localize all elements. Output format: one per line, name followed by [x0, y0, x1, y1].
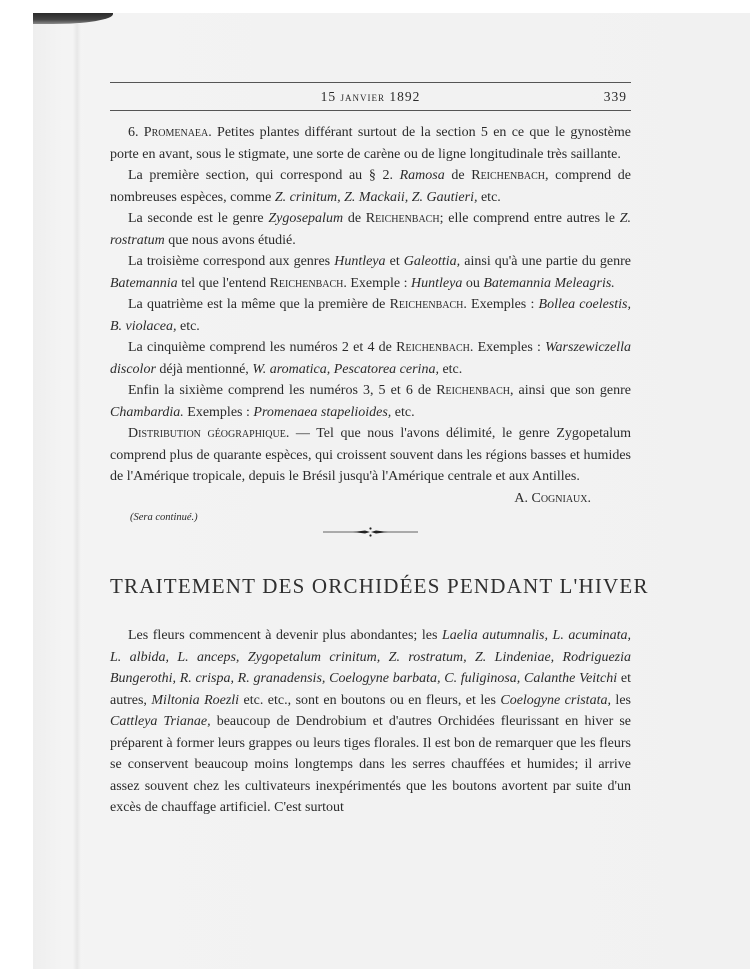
paragraph-winter-intro [110, 625, 631, 819]
italic-name: Z. crinitum, Z. Mackaii, Z. Gautieri, [274, 189, 478, 205]
text-run: de [343, 211, 366, 226]
text-run: etc. [477, 189, 501, 205]
text-run: ou [462, 275, 484, 291]
author-name: Reichenbach [389, 297, 464, 312]
italic-name: Z. rostratum [110, 211, 631, 248]
text-run: etc. [438, 361, 463, 377]
text-run: La troisième correspond aux genres [128, 254, 335, 269]
italic-name: Galeottia, [403, 254, 461, 269]
text-run: . Exemples : [469, 340, 546, 355]
subheading: Distribution géographique [128, 426, 286, 441]
page-number: 339 [603, 89, 627, 104]
text-run: La première section, qui correspond au § 2. [128, 168, 400, 183]
italic-name: Warszewiczella discolor [110, 340, 631, 377]
italic-name: Huntleya [334, 254, 386, 269]
author-name: Reichenbach [436, 383, 510, 398]
page-gutter [73, 24, 81, 969]
author-signature: A. Cogniaux. [514, 490, 591, 506]
text-run: Enfin la sixième comprend les numéros 3, 5 et 6 de [128, 383, 437, 398]
italic-name: Miltonia Roezli [151, 692, 240, 708]
ornament-divider-icon [323, 526, 418, 538]
italic-name: Batemannia Meleagris. [483, 275, 615, 291]
text-run: , ainsi que son genre [509, 383, 631, 398]
italic-name: Zygosepalum [268, 211, 344, 226]
text-run: etc. etc., sont en boutons ou en fleurs, et les [239, 692, 501, 708]
text-run: . Exemple : [343, 275, 412, 291]
paragraph-text: . Petites plantes différant surtout de la section 5 en ce que le gynostème porte en avant, sous le stigmate, une sorte de carène ou de ligne longitudinale très saillante. [110, 125, 631, 162]
text-run: et autres, [110, 671, 631, 708]
text-run: ainsi qu'à une partie du genre [460, 254, 631, 269]
italic-name: Huntleya [411, 275, 463, 291]
section-promenaea [110, 122, 631, 509]
text-run: etc. [176, 318, 200, 334]
paragraph-fourth-section [110, 294, 631, 337]
author-name: Reichenbach [269, 275, 344, 291]
header-rule-bottom [110, 110, 631, 111]
italic-name: Laelia autumnalis, L. acuminata, L. albida, L. anceps, Zygopetalum crinitum, Z. rostratum, Z. Lindeniae, Rodriguezia Bungerothi, R. crispa, R. granadensis, Coelogyne barbata, C. fuliginosa, Calanthe Veitchi [110, 628, 631, 686]
running-header [110, 83, 631, 110]
italic-name: Promenaea stapelioides, [253, 404, 392, 420]
text-run: tel que l'entend [177, 275, 270, 291]
continued-note: (Sera continué.) [130, 512, 198, 523]
italic-name: Batemannia [110, 275, 178, 291]
italic-name: Bollea coelestis, B. violacea, [110, 297, 631, 334]
text-run: etc. [391, 404, 415, 420]
paragraph-text: . — Tel que nous l'avons délimité, le genre Zygopetalum comprend plus de quarante espèces, qui croissent souvent dans les régions basses et humides de l'Amérique tropicale, depuis le Brésil jusqu'à l'Amérique centrale et aux Antilles. [110, 426, 631, 484]
ornament-row [110, 525, 631, 539]
paragraph-promenaea [110, 122, 631, 165]
section-winter-treatment [110, 625, 631, 819]
text-run: , comprend de nombreuses espèces, comme [110, 168, 631, 205]
author-name: Reichenbach [365, 211, 440, 226]
article-title: TRAITEMENT DES ORCHIDÉES PENDANT L'HIVER [110, 574, 649, 598]
italic-name: Ramosa [399, 168, 445, 183]
text-run: Exemples : [183, 404, 254, 420]
section-number: 6. [128, 125, 144, 140]
paragraph-distribution [110, 423, 631, 488]
italic-name: Chambardia. [110, 404, 184, 420]
text-run: beaucoup de Dendrobium et d'autres Orchidées fleurissant en hiver se préparent à former leurs grappes ou leurs tiges florales. Il est bon de remarquer que les fleurs se conservent beaucoup moins longtemps dans les serres chauffées et humides; il arrive assez souvent chez les cultivateurs inexpérimentés que les boutons avortent par suite d'un excès de chauffage artificiel. C'est surtout [110, 714, 632, 815]
header-date: 15 janvier 1892 [320, 89, 421, 104]
text-run: La quatrième est la même que la première de [128, 297, 390, 312]
text-run: ; elle comprend entre autres le [439, 211, 620, 226]
paragraph-sixth-section [110, 380, 631, 423]
text-run: . Exemples : [463, 297, 539, 312]
text-run: Les fleurs commencent à devenir plus abondantes; les [128, 628, 442, 643]
paragraph-second-section [110, 208, 631, 251]
italic-name: Coelogyne cristata, [500, 692, 611, 708]
text-run: de [444, 168, 472, 183]
paragraph-first-section [110, 165, 631, 208]
text-run: déjà mentionné, [155, 361, 253, 377]
text-run: La seconde est le genre [128, 211, 269, 226]
author-name: Reichenbach [396, 340, 470, 355]
text-run: que nous avons étudié. [164, 232, 296, 248]
section-name: Promenaea [143, 125, 209, 140]
paragraph-third-section [110, 251, 631, 294]
page-content [110, 0, 649, 819]
italic-name: Cattleya Trianae, [110, 714, 211, 729]
paragraph-fifth-section [110, 337, 631, 380]
author-name: Reichenbach [471, 168, 546, 183]
italic-name: W. aromatica, Pescatorea cerina, [252, 361, 439, 377]
text-run: La cinquième comprend les numéros 2 et 4 de [128, 340, 397, 355]
text-run: les [610, 692, 631, 708]
text-run: et [385, 254, 404, 269]
